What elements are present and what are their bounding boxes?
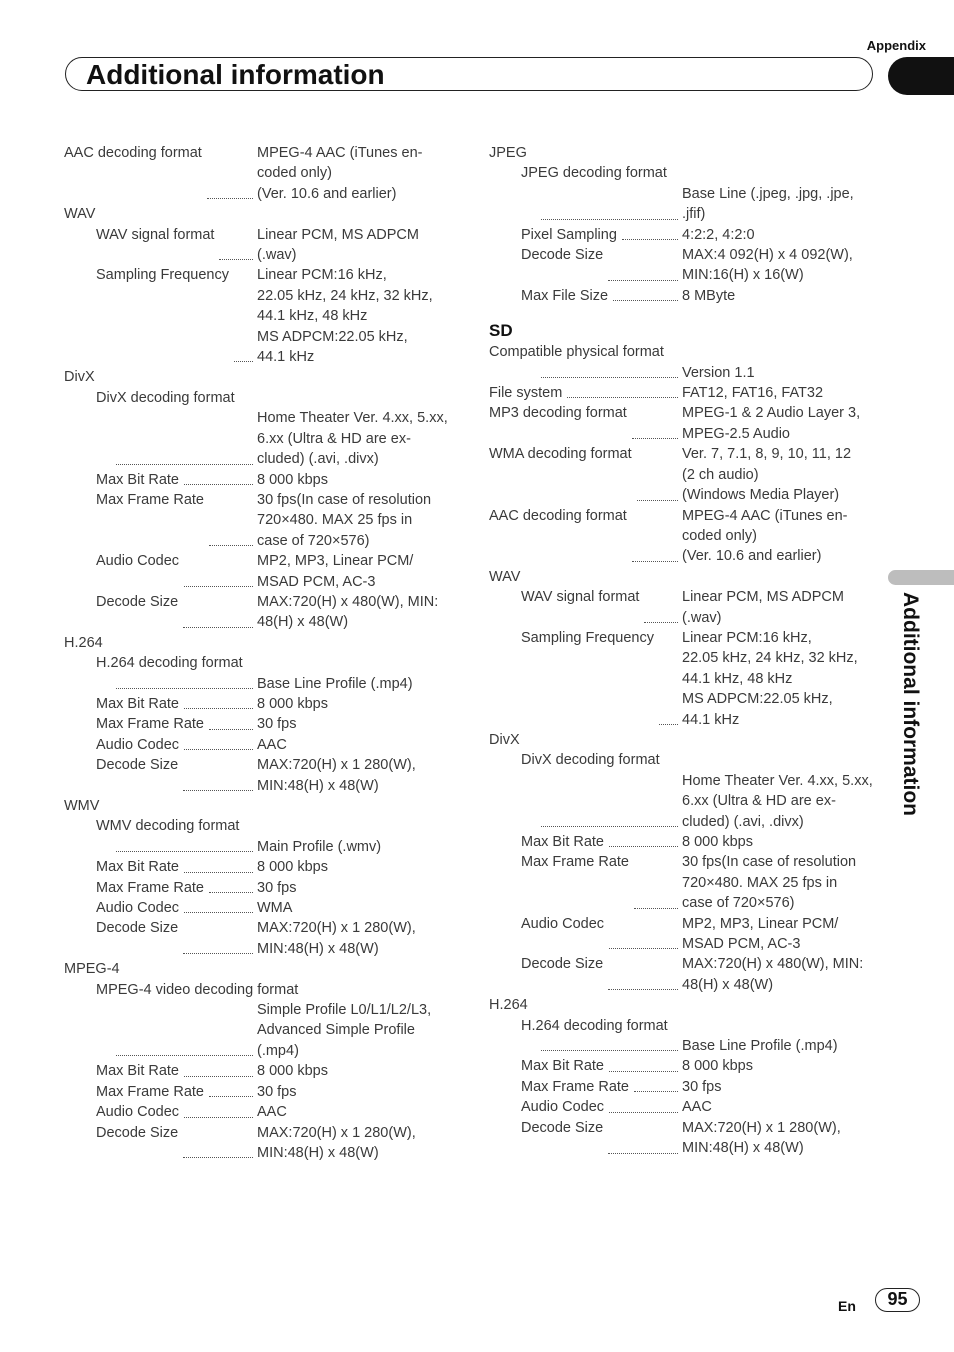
leader-dots	[116, 837, 253, 852]
spec-value: 8 000 kbps	[257, 695, 328, 712]
leader-dots	[637, 444, 678, 500]
spec-entry	[489, 832, 881, 852]
spec-heading: WMV	[64, 798, 100, 814]
spec-value: 30 fps	[257, 879, 297, 896]
spec-label: Max Bit Rate	[96, 471, 179, 488]
leader-dots	[609, 914, 678, 950]
leader-dots	[209, 714, 253, 729]
spec-label: Max Frame Rate	[521, 1078, 629, 1095]
spec-label: Decode Size	[96, 757, 179, 774]
spec-sublabel: JPEG decoding format	[521, 165, 667, 182]
spec-label: WAV signal format	[96, 226, 215, 243]
spec-value: MP2, MP3, Linear PCM/ MSAD PCM, AC-3	[257, 553, 414, 590]
spec-entry	[489, 363, 881, 383]
spec-entry	[64, 265, 464, 367]
spec-sublabel: DivX decoding format	[96, 389, 235, 406]
spec-entry	[64, 592, 464, 633]
spec-heading: DivX	[489, 731, 520, 748]
spec-entry	[489, 852, 881, 913]
leader-dots	[184, 1061, 253, 1076]
leader-dots	[116, 408, 253, 464]
spec-value: 30 fps(In case of resolution 720×480. MAX 25 fps in case of 720×576)	[682, 854, 857, 912]
spec-entry	[489, 954, 881, 995]
spec-label-cell	[489, 914, 682, 955]
spec-label-cell	[489, 506, 682, 567]
leader-dots	[209, 878, 253, 893]
spec-label-cell	[489, 1036, 682, 1056]
spec-entry	[64, 694, 464, 714]
spec-value: 8 000 kbps	[257, 859, 328, 876]
spec-entry	[489, 771, 881, 832]
leader-dots	[608, 245, 678, 281]
spec-entry	[489, 225, 881, 245]
spec-label: Decode Size	[521, 956, 604, 973]
spec-entry	[64, 490, 464, 551]
spec-label-cell	[489, 444, 682, 505]
title-banner	[65, 57, 873, 91]
spec-label: Max Frame Rate	[96, 716, 204, 733]
spec-label-cell	[64, 694, 257, 714]
page-number: 95	[875, 1288, 920, 1312]
spec-label-cell	[489, 1077, 682, 1097]
spec-label-cell	[64, 1000, 257, 1061]
spec-label: WAV signal format	[521, 589, 640, 606]
spec-label: Audio Codec	[521, 915, 605, 932]
spec-heading: DivX	[64, 369, 95, 386]
spec-entry	[64, 551, 464, 592]
spec-label-cell	[489, 1056, 682, 1076]
spec-value: Base Line Profile (.mp4)	[257, 675, 413, 692]
spec-value: MAX:720(H) x 1 280(W), MIN:48(H) x 48(W)	[682, 1119, 841, 1157]
spec-entry	[489, 1077, 881, 1097]
spec-entry	[64, 878, 464, 898]
leader-dots	[609, 1097, 678, 1112]
spec-value: Base Line Profile (.mp4)	[682, 1038, 838, 1055]
spec-label-cell	[489, 587, 682, 628]
spec-label-cell	[489, 1118, 682, 1159]
spec-label-cell	[489, 832, 682, 852]
spec-value: FAT12, FAT16, FAT32	[682, 385, 824, 402]
spec-entry	[64, 408, 464, 469]
section-heading: SD	[489, 321, 513, 341]
spec-entry	[489, 587, 881, 628]
leader-dots	[183, 592, 253, 628]
spec-label: Audio Codec	[96, 736, 180, 753]
spec-entry	[64, 1061, 464, 1081]
spec-label: Decode Size	[521, 1119, 604, 1136]
spec-label-cell	[64, 490, 257, 551]
spec-entry	[489, 403, 881, 444]
leader-dots	[183, 918, 253, 954]
spec-entry	[489, 628, 881, 730]
spec-value: Main Profile (.wmv)	[257, 838, 382, 855]
spec-value: 30 fps(In case of resolution 720×480. MAX 25 fps in case of 720×576)	[257, 491, 432, 549]
spec-label: MP3 decoding format	[489, 405, 627, 422]
spec-entry	[489, 383, 881, 403]
spec-entry	[64, 735, 464, 755]
leader-dots	[613, 286, 678, 301]
spec-entry	[489, 245, 881, 286]
spec-label: Max Frame Rate	[521, 854, 629, 871]
spec-value: MP2, MP3, Linear PCM/ MSAD PCM, AC-3	[682, 915, 839, 953]
leader-dots	[184, 1102, 253, 1117]
spec-value: WMA	[257, 900, 293, 917]
leader-dots	[183, 1123, 253, 1159]
spec-label: Max Bit Rate	[96, 695, 179, 712]
spec-label-cell	[64, 857, 257, 877]
spec-label-cell	[64, 735, 257, 755]
spec-value: 8 000 kbps	[682, 834, 753, 850]
spec-entry	[64, 898, 464, 918]
spec-label: Decode Size	[521, 247, 604, 264]
spec-value: Ver. 7, 7.1, 8, 9, 10, 11, 12 (2 ch audio) (Windows Media Player)	[682, 446, 852, 504]
spec-value: AAC	[682, 1099, 712, 1116]
leader-dots	[184, 735, 253, 750]
spec-heading: H.264	[489, 997, 528, 1014]
spec-sublabel: H.264 decoding format	[521, 1017, 668, 1034]
leader-dots	[541, 1036, 678, 1051]
leader-dots	[608, 1118, 678, 1154]
spec-label: Max Bit Rate	[521, 834, 604, 850]
spec-value: MPEG-4 AAC (iTunes en- coded only) (Ver. 10.6 and earlier)	[257, 145, 423, 202]
spec-value: MAX:4 092(H) x 4 092(W), MIN:16(H) x 16(W)	[682, 247, 853, 284]
spec-entry	[64, 470, 464, 490]
leader-dots	[183, 755, 253, 791]
spec-value: MPEG-1 & 2 Audio Layer 3, MPEG-2.5 Audio	[682, 405, 861, 442]
spec-value: MAX:720(H) x 1 280(W), MIN:48(H) x 48(W)	[257, 757, 416, 794]
spec-label: Max Bit Rate	[521, 1058, 604, 1075]
spec-label-cell	[64, 898, 257, 918]
spec-label: Max Frame Rate	[96, 879, 204, 896]
spec-label: AAC decoding format	[489, 507, 627, 524]
spec-value: AAC	[257, 1104, 287, 1121]
spec-label: Sampling Frequency	[96, 267, 229, 284]
spec-entry	[64, 714, 464, 734]
leader-dots	[184, 551, 253, 587]
leader-dots	[116, 1000, 253, 1056]
spec-entry	[64, 1123, 464, 1164]
spec-entry	[64, 755, 464, 796]
leader-dots	[541, 184, 678, 220]
leader-dots	[219, 225, 253, 261]
spec-label-cell	[489, 771, 682, 832]
spec-label-cell	[64, 714, 257, 734]
spec-heading: MPEG-4	[64, 961, 120, 978]
leader-dots	[608, 954, 678, 990]
spec-value: MAX:720(H) x 1 280(W), MIN:48(H) x 48(W)	[257, 920, 416, 957]
spec-entry	[489, 444, 881, 505]
spec-entry	[489, 184, 881, 225]
spec-entry	[489, 1097, 881, 1117]
leader-dots	[184, 694, 253, 709]
spec-value: 30 fps	[257, 1083, 297, 1100]
spec-entry	[64, 1102, 464, 1122]
spec-value: Home Theater Ver. 4.xx, 5.xx, 6.xx (Ultra & HD are ex- cluded) (.avi, .divx)	[257, 410, 448, 468]
spec-value: MAX:720(H) x 480(W), MIN: 48(H) x 48(W)	[682, 956, 864, 993]
spec-value: MPEG-4 AAC (iTunes en- coded only) (Ver. 10.6 and earlier)	[682, 507, 848, 565]
spec-value: 30 fps	[682, 1078, 722, 1095]
leader-dots	[622, 225, 678, 240]
spec-label-cell	[489, 363, 682, 383]
spec-value: AAC	[257, 736, 287, 753]
spec-heading: WAV	[489, 568, 521, 585]
spec-label: AAC decoding format	[64, 145, 202, 161]
spec-entry	[64, 143, 464, 204]
spec-value: 8 000 kbps	[257, 471, 328, 488]
spec-value: 4:2:2, 4:2:0	[682, 226, 755, 243]
spec-value: 8 MByte	[682, 287, 736, 304]
spec-value: Linear PCM:16 kHz, 22.05 kHz, 24 kHz, 32 kHz, 44.1 kHz, 48 kHz MS ADPCM:22.05 kHz, 44.1 kHz	[682, 629, 858, 728]
spec-entry	[489, 914, 881, 955]
side-tab-label: Additional information	[899, 592, 922, 816]
spec-label: Max Bit Rate	[96, 859, 179, 876]
spec-label: Max Frame Rate	[96, 1083, 204, 1100]
leader-dots	[207, 143, 253, 199]
leader-dots	[116, 674, 253, 689]
spec-label: Pixel Sampling	[521, 226, 617, 243]
appendix-label: Appendix	[866, 38, 926, 53]
spec-heading: H.264	[64, 634, 103, 651]
leader-dots	[632, 506, 678, 562]
spec-value: 8 000 kbps	[257, 1063, 328, 1080]
spec-value: Home Theater Ver. 4.xx, 5.xx, 6.xx (Ultra & HD are ex- cluded) (.avi, .divx)	[682, 772, 873, 830]
spec-entry	[64, 837, 464, 857]
leader-dots	[634, 1077, 678, 1092]
spec-label: Decode Size	[96, 1124, 179, 1141]
spec-label-cell	[489, 184, 682, 225]
spec-entry	[64, 1000, 464, 1061]
leader-dots	[609, 832, 678, 847]
leader-dots	[567, 383, 678, 398]
page-title: Additional information	[86, 59, 385, 90]
spec-entry	[489, 1056, 881, 1076]
spec-entry	[489, 286, 881, 306]
spec-sublabel: H.264 decoding format	[96, 655, 243, 672]
spec-label: Max Bit Rate	[96, 1063, 179, 1080]
spec-label-cell	[489, 954, 682, 995]
spec-label: Audio Codec	[96, 900, 180, 917]
spec-value: Linear PCM, MS ADPCM (.wav)	[257, 226, 419, 264]
spec-value: Linear PCM, MS ADPCM (.wav)	[682, 589, 844, 626]
spec-label-cell	[489, 403, 682, 444]
spec-label-cell	[489, 245, 682, 286]
spec-label-cell	[489, 628, 682, 730]
spec-heading: Compatible physical format	[489, 344, 664, 361]
leader-dots	[184, 898, 253, 913]
language-label: En	[838, 1298, 856, 1314]
spec-label: WMA decoding format	[489, 446, 632, 463]
leader-dots	[644, 587, 678, 623]
leader-dots	[632, 403, 678, 439]
leader-dots	[209, 1082, 253, 1097]
spec-entry	[64, 674, 464, 694]
spec-value: 8 000 kbps	[682, 1058, 753, 1075]
leader-dots	[234, 265, 253, 362]
spec-label-cell	[64, 755, 257, 796]
spec-value: MAX:720(H) x 1 280(W), MIN:48(H) x 48(W)	[257, 1124, 416, 1161]
spec-entry	[489, 506, 881, 567]
spec-label: Audio Codec	[96, 553, 180, 570]
spec-label-cell	[64, 225, 257, 266]
spec-label-cell	[64, 592, 257, 633]
spec-label: Sampling Frequency	[521, 629, 654, 646]
spec-label-cell	[64, 1082, 257, 1102]
spec-label-cell	[489, 286, 682, 306]
spec-entry	[489, 1118, 881, 1159]
spec-label-cell	[64, 1102, 257, 1122]
spec-value: Base Line (.jpeg, .jpg, .jpe, .jfif)	[682, 185, 854, 223]
spec-label-cell	[64, 551, 257, 592]
side-tab-marker	[888, 570, 954, 585]
chapter-tab	[888, 57, 954, 95]
spec-entry	[64, 857, 464, 877]
spec-label-cell	[489, 383, 682, 403]
spec-value: Simple Profile L0/L1/L2/L3, Advanced Simple Profile (.mp4)	[257, 1002, 432, 1059]
spec-label-cell	[64, 878, 257, 898]
spec-label: Audio Codec	[521, 1099, 605, 1116]
spec-label-cell	[64, 265, 257, 367]
leader-dots	[184, 857, 253, 872]
leader-dots	[541, 363, 678, 378]
spec-label: File system	[489, 385, 563, 402]
left-column	[64, 143, 464, 1163]
spec-entry	[64, 225, 464, 266]
spec-label-cell	[64, 408, 257, 469]
spec-label: Audio Codec	[96, 1104, 180, 1121]
leader-dots	[184, 470, 253, 485]
spec-label-cell	[489, 852, 682, 913]
leader-dots	[634, 852, 678, 908]
spec-entry	[64, 918, 464, 959]
spec-entry	[64, 1082, 464, 1102]
spec-sublabel: MPEG-4 video decoding format	[96, 981, 299, 998]
spec-label-cell	[489, 1097, 682, 1117]
leader-dots	[209, 490, 253, 546]
spec-sublabel: DivX decoding format	[521, 752, 660, 769]
spec-label-cell	[64, 1061, 257, 1081]
leader-dots	[659, 628, 678, 725]
spec-label: Decode Size	[96, 593, 179, 610]
spec-label-cell	[64, 143, 257, 204]
spec-entry	[489, 1036, 881, 1056]
spec-label: Max File Size	[521, 287, 609, 304]
leader-dots	[609, 1056, 678, 1071]
spec-label: Decode Size	[96, 920, 179, 937]
spec-heading: WAV	[64, 206, 96, 223]
spec-value: 30 fps	[257, 716, 297, 733]
spec-label-cell	[64, 918, 257, 959]
spec-label-cell	[64, 1123, 257, 1164]
spec-label-cell	[64, 470, 257, 490]
leader-dots	[541, 771, 678, 827]
spec-label: Max Frame Rate	[96, 491, 204, 508]
spec-value: MAX:720(H) x 480(W), MIN: 48(H) x 48(W)	[257, 593, 439, 631]
spec-value: Version 1.1	[682, 364, 755, 381]
spec-value: Linear PCM:16 kHz, 22.05 kHz, 24 kHz, 32 kHz, 44.1 kHz, 48 kHz MS ADPCM:22.05 kHz, 44.1 kHz	[257, 267, 433, 366]
right-column	[489, 143, 881, 1159]
spec-label-cell	[489, 225, 682, 245]
spec-label-cell	[64, 837, 257, 857]
spec-sublabel: WMV decoding format	[96, 818, 240, 835]
spec-label-cell	[64, 674, 257, 694]
spec-heading: JPEG	[489, 145, 527, 161]
